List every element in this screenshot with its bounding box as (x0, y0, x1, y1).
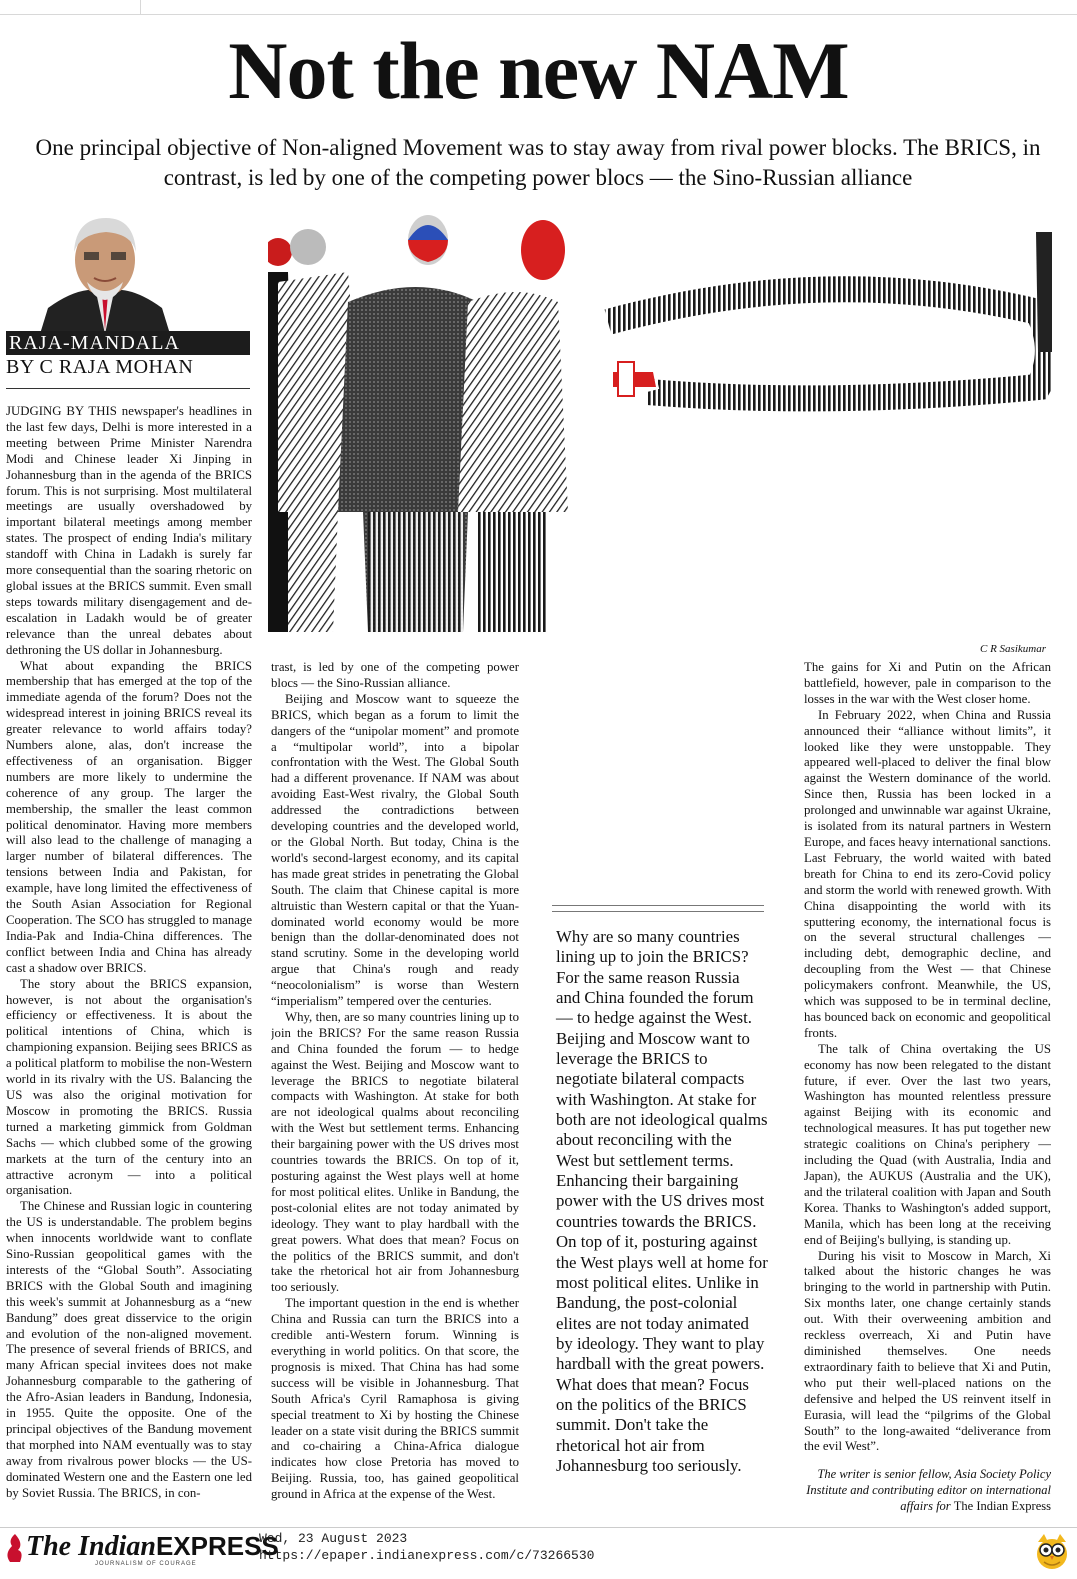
bio-paper-name: The Indian Express (953, 1499, 1051, 1513)
deck-line-2: contrast, is led by one of the competing power blocs — the Sino-Russian alliance (163, 165, 913, 190)
edition-date: Wed, 23 August 2023 (259, 1531, 408, 1546)
flame-logo-icon (4, 1534, 26, 1562)
top-stub (0, 0, 141, 14)
logo-tagline: JOURNALISM OF COURAGE (95, 1561, 197, 1567)
col2-paragraph-4: The important question in the end is whether China and Russia can turn the BRICS into a credible anti-Western forum. Winning is everything in world politics. On that score, the prognosis is mixed. That China has had some success will be visible in Johannesburg. That South Africa's Cyril Ramaphosa is giving special treatment to Xi by hosting the Chinese leader on a state visit during the BRICS summit and co-chairing a China-Africa dialogue indicates how close Pretoria has moved to Beijing. Russia, too, has gained geopolitical ground in Africa at the expense of the West. (271, 1296, 519, 1502)
col4-paragraph-3: The talk of China overtaking the US economy has now been relegated to the distant future, if ever. Over the last two years, Washington has mounted relentless pressure against Beijing with its economic and technological measures. It has put together new strategic coalitions on China's periphery — including the Quad (with Australia, India and Japan), the AUKUS (Australia and the UK), and the trilateral coalition with Japan and South Korea. Thanks to Washington's added support, Manila, which has been long at the receiving end of Beijing's bullying, is standing up. (804, 1041, 1051, 1247)
footer-meta (259, 1530, 594, 1564)
pull-quote-rule-top (552, 905, 764, 906)
col1-paragraph-1: JUDGING BY THIS newspaper's headlines in the last few days, Delhi is more interested in a meeting between Prime Minister Narendra Modi and Chinese leader Xi Jinping in Johannesburg than in the agenda of the BRICS forum. This is not surprising. Most multilateral meetings are usually overshadowed by important bilateral meetings among member states. The prospect of ending India's military standoff with China in Ladakh is surely far more consequential than the soaring rhetoric on global issues at the BRICS summit. Even small steps towards military disengagement and de-escalation in Ladakh would be of greater relevance than the unreal debates about dethroning the US dollar in Johannesburg. (6, 404, 252, 657)
article-column-2 (271, 660, 519, 1516)
pull-quote-rule-top-2 (552, 911, 764, 912)
deck (8, 133, 1068, 193)
headline: Not the new NAM (228, 25, 849, 116)
brics-illustration (268, 212, 1052, 642)
col2-paragraph-3: Why, then, are so many countries lining up to join the BRICS? For the same reason Russia and China founded the forum — to hedge against the West. Beijing and Moscow want to leverage the BRICS to negotiate bilateral compacts with Washington. At stake for both are not ideological qualms about reconciling with the West but settlement terms. Enhancing their bargaining power with the US drives most countries towards the BRICS. On top of it, posturing against the West plays well at home for most political elites. Unlike in Bandung, the post-colonial elites are not today animated by ideology. They want to play hardball with the great powers. What does that mean? Focus on the politics of the BRICS summit, and don't take the rhetorical hot air from Johannesburg too seriously. (271, 1009, 519, 1295)
author-portrait (40, 212, 170, 334)
pull-quote: Why are so many countries lining up to join the BRICS? For the same reason Russia and China founded the forum — to hedge against the West. Beijing and Moscow want to leverage the BRICS to negotiate bilateral compacts with Washington. At stake for both are not ideological qualms about reconciling with the West but settlement terms. Enhancing their bargaining power with the US drives most countries towards the BRICS. On top of it, posturing against the West plays well at home for most political elites. Unlike in Bandung, the post-colonial elites are not today animated by ideology. They want to play hardball with the great powers. What does that mean? Focus on the politics of the BRICS summit. Don't take the rhetorical hot air from Johannesburg too seriously. (556, 927, 768, 1475)
owl-icon[interactable] (1034, 1530, 1070, 1570)
col1-paragraph-2: What about expanding the BRICS membership that has emerged at the top of the immediate agenda of the forum? Does not the widespread interest in joining BRICS reveal its greater relevance to world affairs today? Numbers alone, alas, don't increase the effectiveness of an organisation. Bigger numbers are more likely to undermine the coherence of any group. The larger the membership, the smaller the least common political denominator. Having more members will also lead to the challenge of managing a larger number of bilateral differences. The tensions between India and Pakistan, for example, have long limited the effectiveness of the South Asian Association for Regional Cooperation. The SCO has struggled to manage India-Pak and India-China differences. The conflict between India and China has already cast a shadow over BRICS. (6, 658, 252, 975)
deck-line-1: One principal objective of Non-aligned Movement was to stay away from rival power blocks. The BRICS, in (35, 135, 1041, 160)
byline-rule (6, 388, 250, 389)
top-rule (0, 14, 1077, 15)
author-bio: The writer is senior fellow, Asia Society Policy Institute and contributing editor on international affairs for The Indian Express (806, 1467, 1051, 1513)
col4-paragraph-4: During his visit to Moscow in March, Xi talked about the historic changes he was bringing to the world in partnership with Putin. Six months later, one change certainly stands out. With their overweening ambition and reckless overreach, Xi and Putin have diminished themselves. One needs extraordinary faith to believe that Xi and Putin, who put their well-placed nations on the defensive and helped the US reinvent itself in Eurasia, will lead the “pilgrims of the Global South” to the long-awaited “deliverance from the evil West”. (804, 1248, 1051, 1454)
article-column-4 (804, 660, 1051, 1512)
col1-paragraph-4: The Chinese and Russian logic in countering the US is understandable. The problem begins when innocents worldwide want to conflate Sino-Russian geopolitical games with the interests of the “Global South”. Associating BRICS with the Global South and imagining this week's summit at Johannesburg as a “new Bandung” does great disservice to the origin and evolution of the non-aligned movement. The presence of several friends of BRICS, and many African special invitees does not make Johannesburg comparable to the gathering of the Afro-Asian leaders in Bandung, Indonesia, in 1955. Quite the opposite. One of the principal objectives of the Bandung movement that morphed into NAM eventually was to stay away from rivalrous power blocks — the US-dominated Western one and the Eastern one led by Soviet Russia. The BRICS, in con- (6, 1199, 252, 1500)
indian-express-logo[interactable]: The IndianEXPRESS (26, 1531, 279, 1562)
column-name-bar: RAJA-MANDALA (6, 331, 250, 355)
col2-paragraph-1: trast, is led by one of the competing power blocs — the Sino-Russian alliance. (271, 660, 519, 690)
epaper-url[interactable]: https://epaper.indianexpress.com/c/73266530 (259, 1548, 595, 1563)
col4-paragraph-2: In February 2022, when China and Russia announced their “alliance without limits”, it looked like they were unstoppable. They appeared well-placed to deliver the final blow against the Western dominance of the world. Since then, Russia has been locked in a prolonged and unwinnable war against Ukraine, is isolated from its natural partners in Western Europe, and faces heavy international sanctions. Last February, the world waited with bated breath for China to end its zero-Covid policy and storm the world with renewed growth. With China disappointing the world with its sputtering economy, the international focus is on the several structural challenges — including debt, demographic decline, and decoupling from the West — that Chinese policymakers confront. Meanwhile, the US, which was supposed to be in terminal decline, has bounced back on economic and geopolitical fronts. (804, 707, 1051, 1040)
illustration-credit: C R Sasikumar (980, 643, 1046, 655)
col2-paragraph-2: Beijing and Moscow want to squeeze the BRICS, which began as a forum to limit the dangers of the “unipolar moment” and promote a “multipolar world”, into a bipolar confrontation with the West. The Global South had a different provenance. If NAM was about avoiding East-West rivalry, the Global South addressed the contradictions between developing countries and the developed world, or the Global North. But today, China is the world's second-largest economy, and its capital has made great strides in penetrating the Global South. The claim that Chinese capital is more altruistic than Western capital or that the Yuan-dominated world economy would be more benign than the dollar-denominated does not stand scrutiny. Some in the developing world argue that China's rough and ready “neocolonialism” is worse than Western “imperialism” tempered over the centuries. (271, 691, 519, 1009)
article-column-1 (6, 404, 252, 1516)
byline: BY C RAJA MOHAN (6, 356, 194, 378)
col4-paragraph-1: The gains for Xi and Putin on the African battlefield, however, pale in comparison to the losses in the war with the West closer home. (804, 660, 1051, 706)
col1-paragraph-3: The story about the BRICS expansion, however, is not about the organisation's efficiency or effectiveness. It is about the political intentions of China, which is championing expansion. Beijing sees BRICS as a political platform to mobilise the non-Western world in its rivalry with the US. Balancing the US was also the original motivation for Moscow in promoting the BRICS. Russia turned a marketing gimmick from Goldman Sachs — which clubbed some of the growing markets at the turn of the century into an attractive acronym — into a political organisation. (6, 976, 252, 1198)
dropcap-lead: JUDGING BY THIS (6, 404, 117, 418)
